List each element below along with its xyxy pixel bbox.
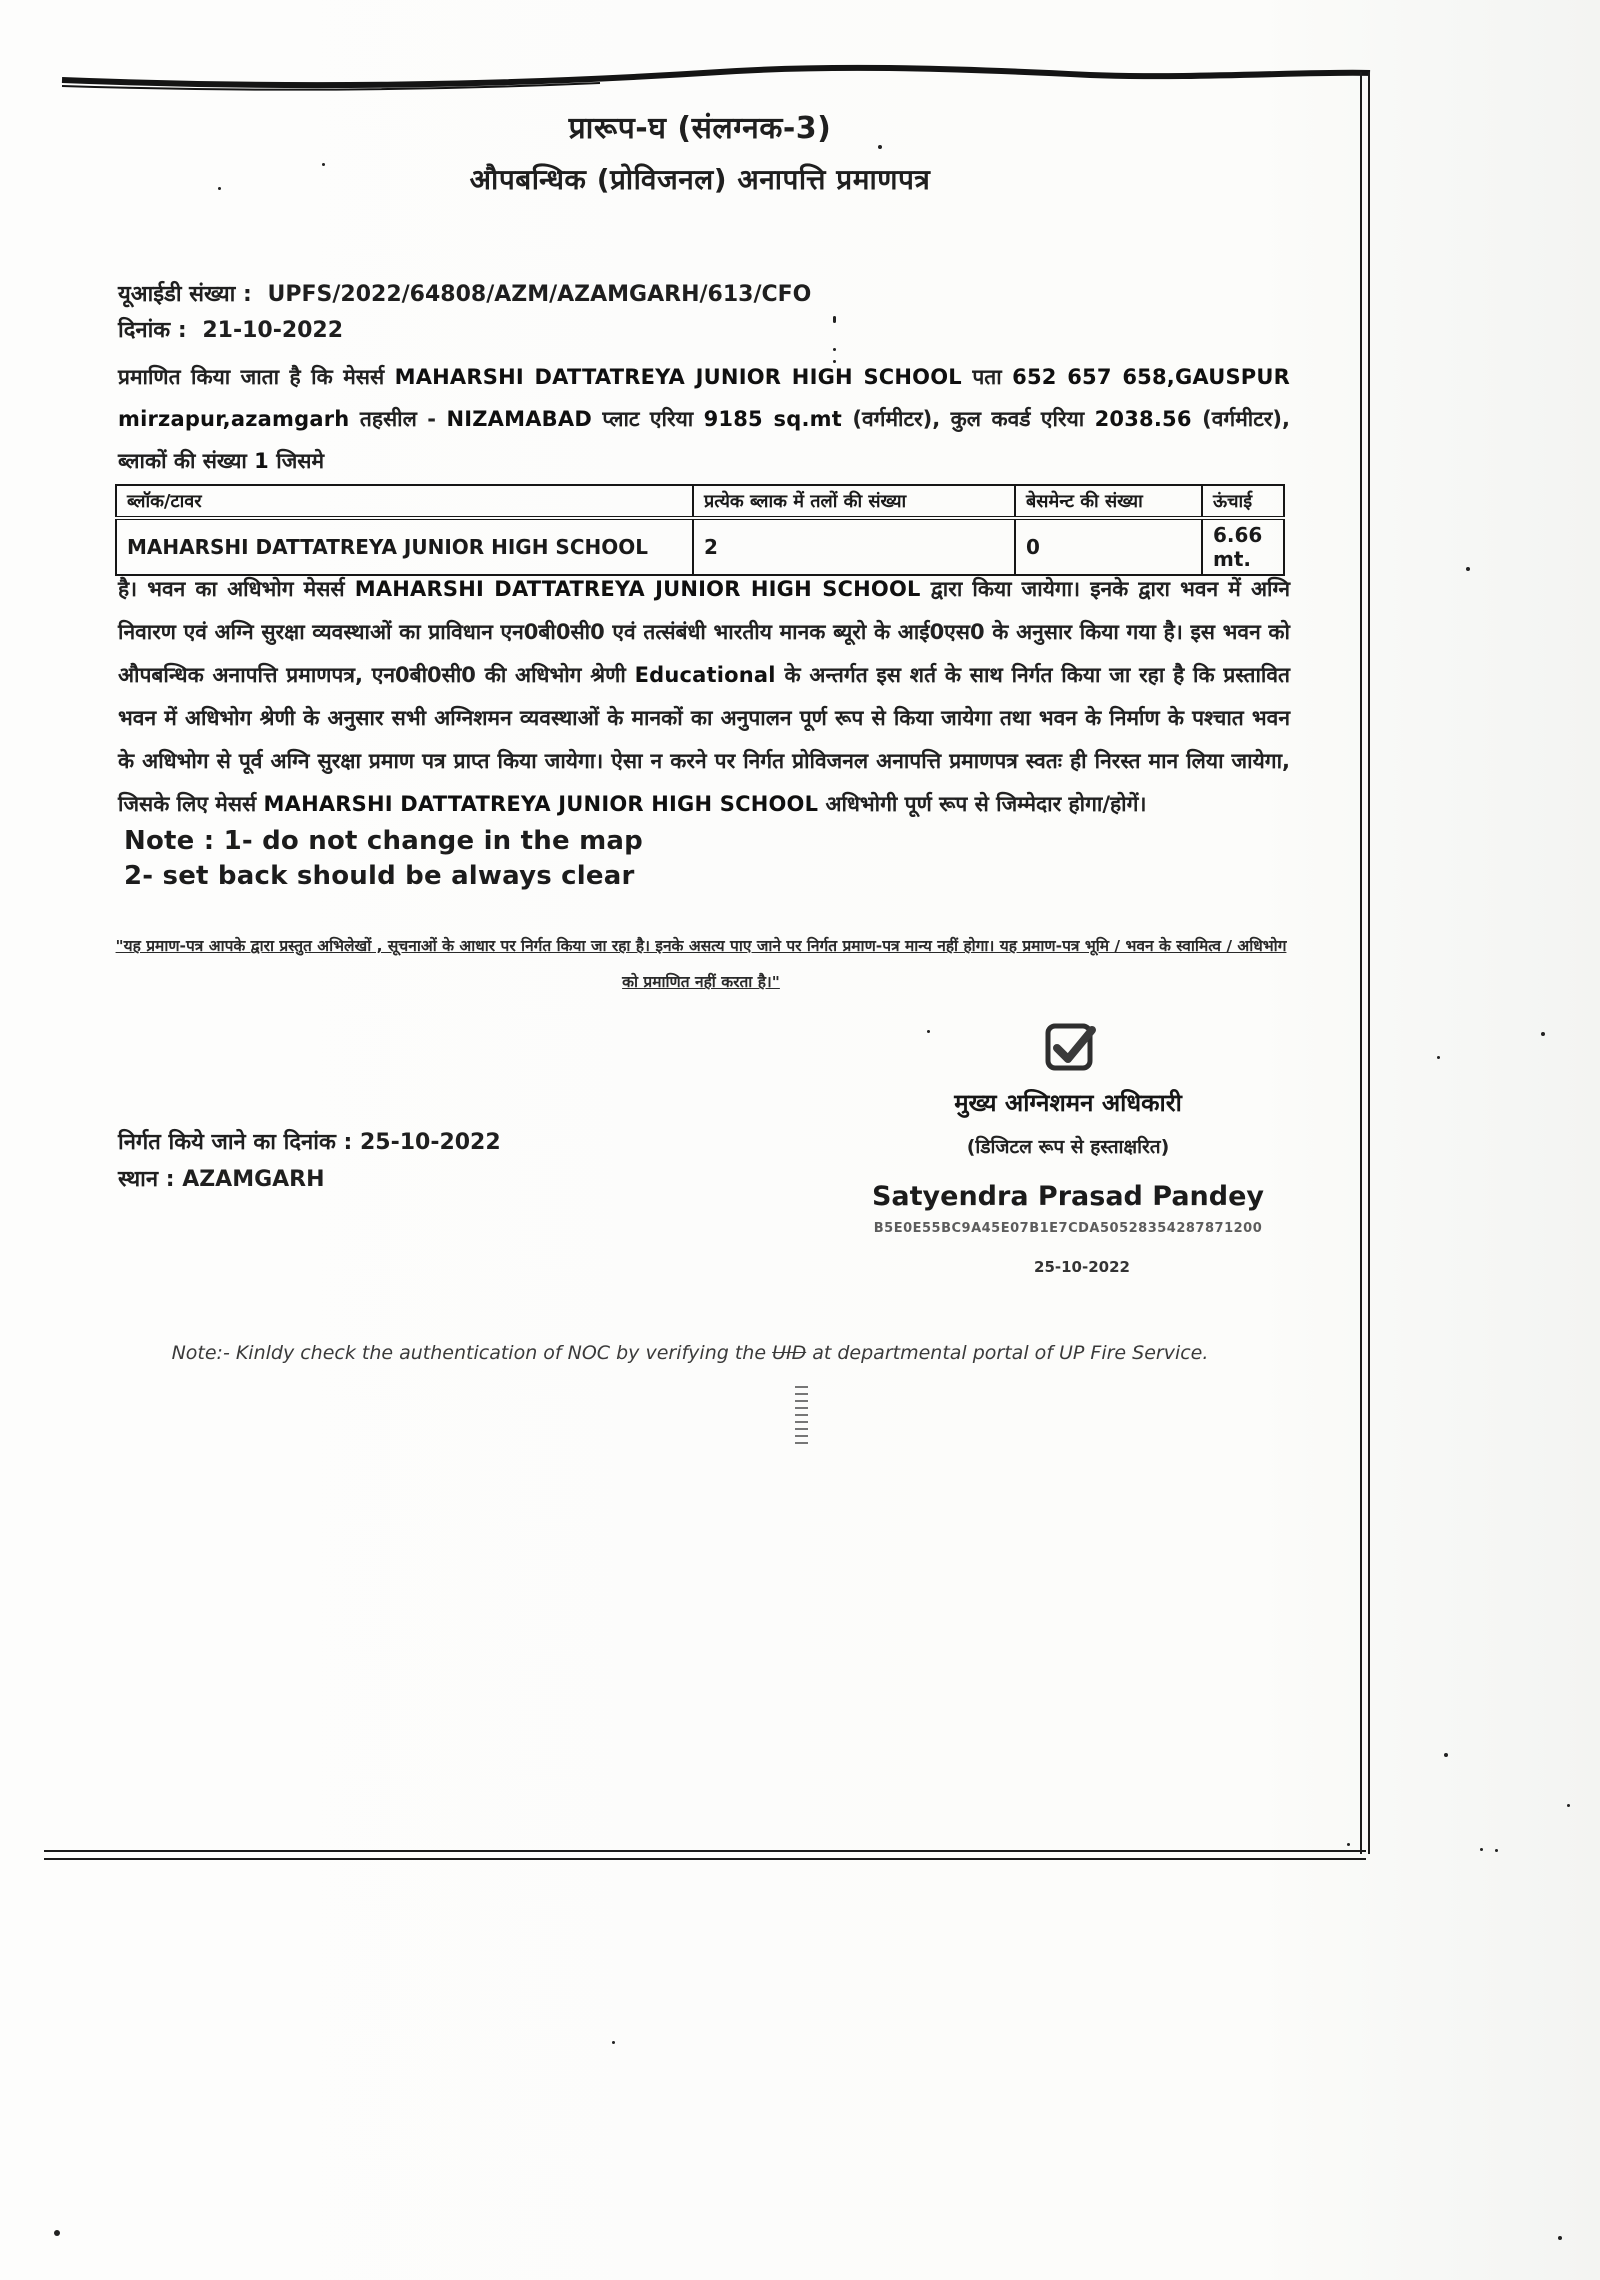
- cell-floors: 2: [693, 518, 1015, 575]
- noise-speck: [322, 163, 325, 166]
- noise-speck: [1480, 1848, 1483, 1851]
- issue-place-line: स्थान : AZAMGARH: [118, 1167, 325, 1192]
- col-basement-count: बेसमेन्ट की संख्या: [1015, 485, 1202, 518]
- map-note: [124, 824, 643, 894]
- signature-hash: B5E0E55BC9A45E07B1E7CDA50528354287871200: [873, 1221, 1263, 1236]
- scan-right-edge-line: [1360, 72, 1370, 1854]
- issue-date-line-top: [118, 314, 343, 344]
- col-block-tower: ब्लॉक/टावर: [116, 485, 693, 518]
- noise-speck: [1567, 1804, 1570, 1807]
- noise-speck: [833, 348, 836, 351]
- noise-speck: [1495, 1849, 1498, 1852]
- cell-height: 6.66 mt.: [1202, 518, 1284, 575]
- noise-speck: [833, 316, 836, 323]
- scan-bottom-edge-line: [44, 1850, 1366, 1860]
- vertical-stamp-artifact: [795, 1386, 808, 1444]
- noise-speck: [1558, 2236, 1562, 2240]
- certificate-title: औपबन्धिक (प्रोविजनल) अनापत्ति प्रमाणपत्र: [469, 163, 931, 196]
- noise-speck: [1466, 567, 1470, 571]
- blocks-table-row: [116, 518, 1284, 575]
- noise-speck: [1541, 1032, 1545, 1036]
- blocks-table-header-row: [116, 485, 1284, 518]
- noise-speck: [927, 1030, 930, 1033]
- conditions-paragraph: है। भवन का अधिभोग मेसर्स MAHARSHI DATTATREYA JUNIOR HIGH SCHOOL द्वारा किया जायेगा। इनके द्वारा भवन में अग्नि निवारण एवं अग्नि सुरक्षा व्यवस्थाओं का प्राविधान एन0बी0सी0 एवं तत्संबंधी भारतीय मानक ब्यूरो के आई0एस0 के अनुसार किया गया है। इस भवन को औपबन्धिक अनापत्ति प्रमाणपत्र, एन0बी0सी0 की अधिभोग श्रेणी Educational के अन्तर्गत इस शर्त के साथ निर्गत किया जा रहा है कि प्रस्तावित भवन में अधिभोग श्रेणी के अनुसार सभी अग्निशमन व्यवस्थाओं के मानकों का अनुपालन पूर्ण रूप से किया जायेगा तथा भवन के निर्माण के पश्चात भवन के अधिभोग से पूर्व अग्नि सुरक्षा प्रमाण पत्र प्राप्त किया जायेगा। ऐसा न करने पर निर्गत प्रोविजनल अनापत्ति प्रमाणपत्र स्वतः ही निरस्त मान लिया जायेगा, जिसके लिए मेसर्स MAHARSHI DATTATREYA JUNIOR HIGH SCHOOL अधिभोगी पूर्ण रूप से जिम्मेदार होगा/होगें।: [118, 577, 1291, 816]
- noise-speck: [1437, 1056, 1440, 1059]
- noise-speck: [833, 360, 836, 363]
- col-floors-per-block: प्रत्येक ब्लाक में तलों की संख्या: [693, 485, 1015, 518]
- validity-disclaimer: "यह प्रमाण-पत्र आपके द्वारा प्रस्तुत अभिलेखों , सूचनाओं के आधार पर निर्गत किया जा रहा है। इनके असत्य पाए जाने पर निर्गत प्रमाण-पत्र मान्य नहीं होगा। यह प्रमाण-पत्र भूमि / भवन के स्वामित्व / अधिभोग को प्रमाणित नहीं करता है।": [115, 937, 1287, 991]
- blocks-table: [115, 484, 1285, 576]
- noise-speck: [878, 145, 882, 149]
- uid-value: UPFS/2022/64808/AZM/AZAMGARH/613/CFO: [267, 282, 812, 307]
- map-note-line2: 2- set back should be always clear: [124, 861, 635, 891]
- map-note-line1: Note : 1- do not change in the map: [124, 826, 643, 856]
- issue-date-line: निर्गत किये जाने का दिनांक : 25-10-2022: [118, 1130, 501, 1155]
- certified-paragraph: प्रमाणित किया जाता है कि मेसर्स MAHARSHI DATTATREYA JUNIOR HIGH SCHOOL पता 652 657 658,GAUSPUR mirzapur,azamgarh तहसील - NIZAMABAD प्लाट एरिया 9185 sq.mt (वर्गमीटर), कुल कवर्ड एरिया 2038.56 (वर्गमीटर), ब्लाकों की संख्या 1 जिसमे: [118, 365, 1290, 473]
- cell-block-name: MAHARSHI DATTATREYA JUNIOR HIGH SCHOOL: [116, 518, 693, 575]
- signer-name: Satyendra Prasad Pandey: [871, 1181, 1265, 1212]
- noise-speck: [1347, 1843, 1350, 1846]
- uid-line: [118, 278, 811, 308]
- authority-title: मुख्य अग्निशमन अधिकारी: [954, 1089, 1182, 1117]
- date-label: दिनांक :: [118, 318, 187, 343]
- form-title: प्रारूप-घ (संलग्नक-3): [568, 111, 832, 146]
- noise-speck: [1444, 1753, 1448, 1757]
- signature-date: 25-10-2022: [1034, 1258, 1130, 1276]
- noise-speck: [54, 2230, 60, 2236]
- signature-block: [858, 1086, 1278, 1276]
- scan-top-edge-line: [40, 58, 1380, 92]
- digitally-signed-note: (डिजिटल रूप से हस्ताक्षरित): [966, 1136, 1170, 1158]
- noise-speck: [218, 187, 221, 190]
- col-height: ऊंचाई: [1202, 485, 1284, 518]
- uid-label: यूआईडी संख्या :: [118, 282, 252, 307]
- authentication-note: Note:- Kinldy check the authentication of NOC by verifying the UID at departmental portal of UP Fire Service.: [171, 1342, 1209, 1364]
- date-value: 21-10-2022: [202, 318, 344, 343]
- checkbox-checked-icon: [1042, 1014, 1104, 1076]
- cell-basements: 0: [1015, 518, 1202, 575]
- noise-speck: [612, 2041, 615, 2044]
